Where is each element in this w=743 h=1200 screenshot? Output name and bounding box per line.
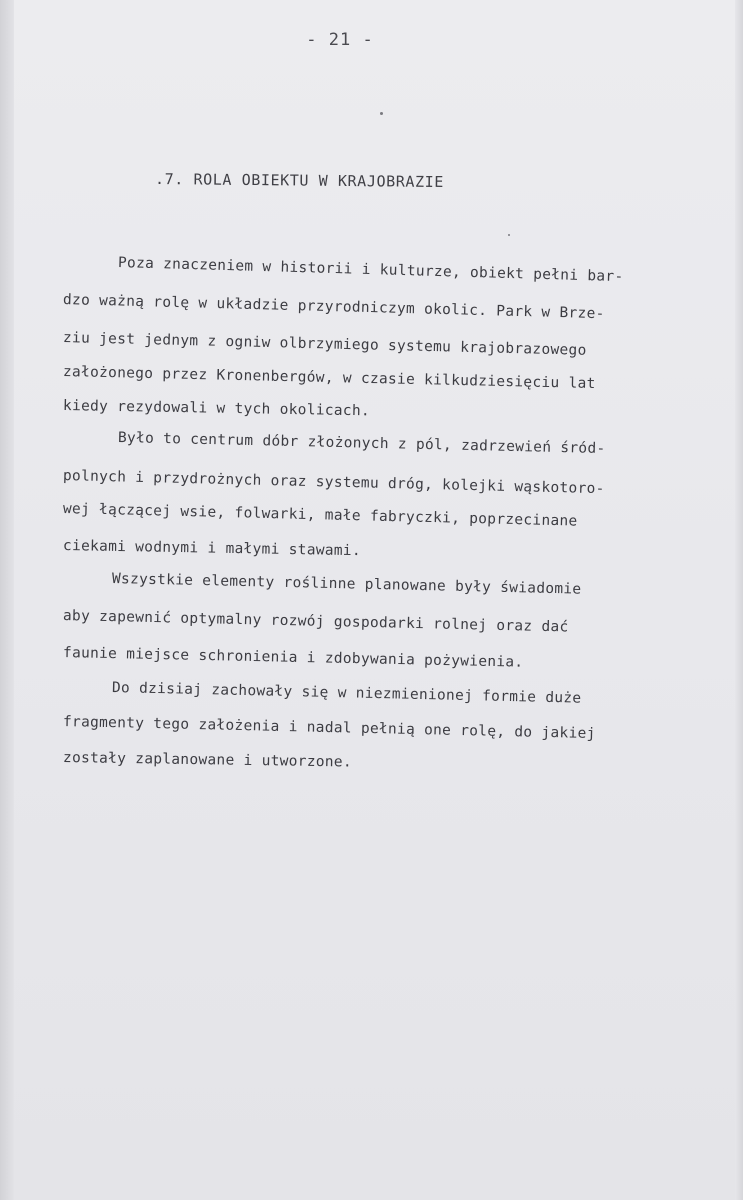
text-line: polnych i przydrożnych oraz systemu dróg, kolejki wąskotoro- bbox=[62, 468, 605, 498]
text-line: faunie miejsce schronienia i zdobywania pożywienia. bbox=[62, 645, 524, 671]
text-line: Do dzisiaj zachowały się w niezmienionej formie duże bbox=[111, 680, 582, 707]
text-line: Wszystkie elementy roślinne planowane były świadomie bbox=[111, 571, 582, 598]
page-left-edge bbox=[0, 0, 14, 1200]
text-line: Poza znaczeniem w historii i kulturze, obiekt pełni bar- bbox=[117, 255, 624, 286]
text-line: ziu jest jednym z ogniw olbrzymiego systemu krajobrazowego bbox=[62, 330, 587, 359]
text-line: dzo ważną rolę w układzie przyrodniczym okolic. Park w Brze- bbox=[62, 292, 605, 323]
ink-speck bbox=[508, 234, 510, 236]
text-line: założonego przez Kronenbergów, w czasie kilkudziesięciu lat bbox=[62, 364, 596, 393]
ink-speck bbox=[380, 112, 383, 115]
section-heading: .7. ROLA OBIEKTU W KRAJOBRAZIE bbox=[154, 170, 445, 192]
text-line: fragmenty tego założenia i nadal pełnią one rolę, do jakiej bbox=[62, 714, 596, 743]
text-line: kiedy rezydowali w tych okolicach. bbox=[62, 398, 371, 420]
text-line: Było to centrum dóbr złożonych z pól, zadrzewień śród- bbox=[117, 430, 606, 458]
text-line: wej łączącej wsie, folwarki, małe fabryczki, poprzecinane bbox=[62, 501, 578, 530]
text-line: aby zapewnić optymalny rozwój gospodarki rolnej oraz dać bbox=[62, 608, 569, 636]
text-line: zostały zaplanowane i utworzone. bbox=[62, 750, 353, 771]
text-line: ciekami wodnymi i małymi stawami. bbox=[62, 538, 362, 560]
page-number: - 21 - bbox=[306, 30, 374, 50]
page-right-edge bbox=[735, 0, 743, 1200]
